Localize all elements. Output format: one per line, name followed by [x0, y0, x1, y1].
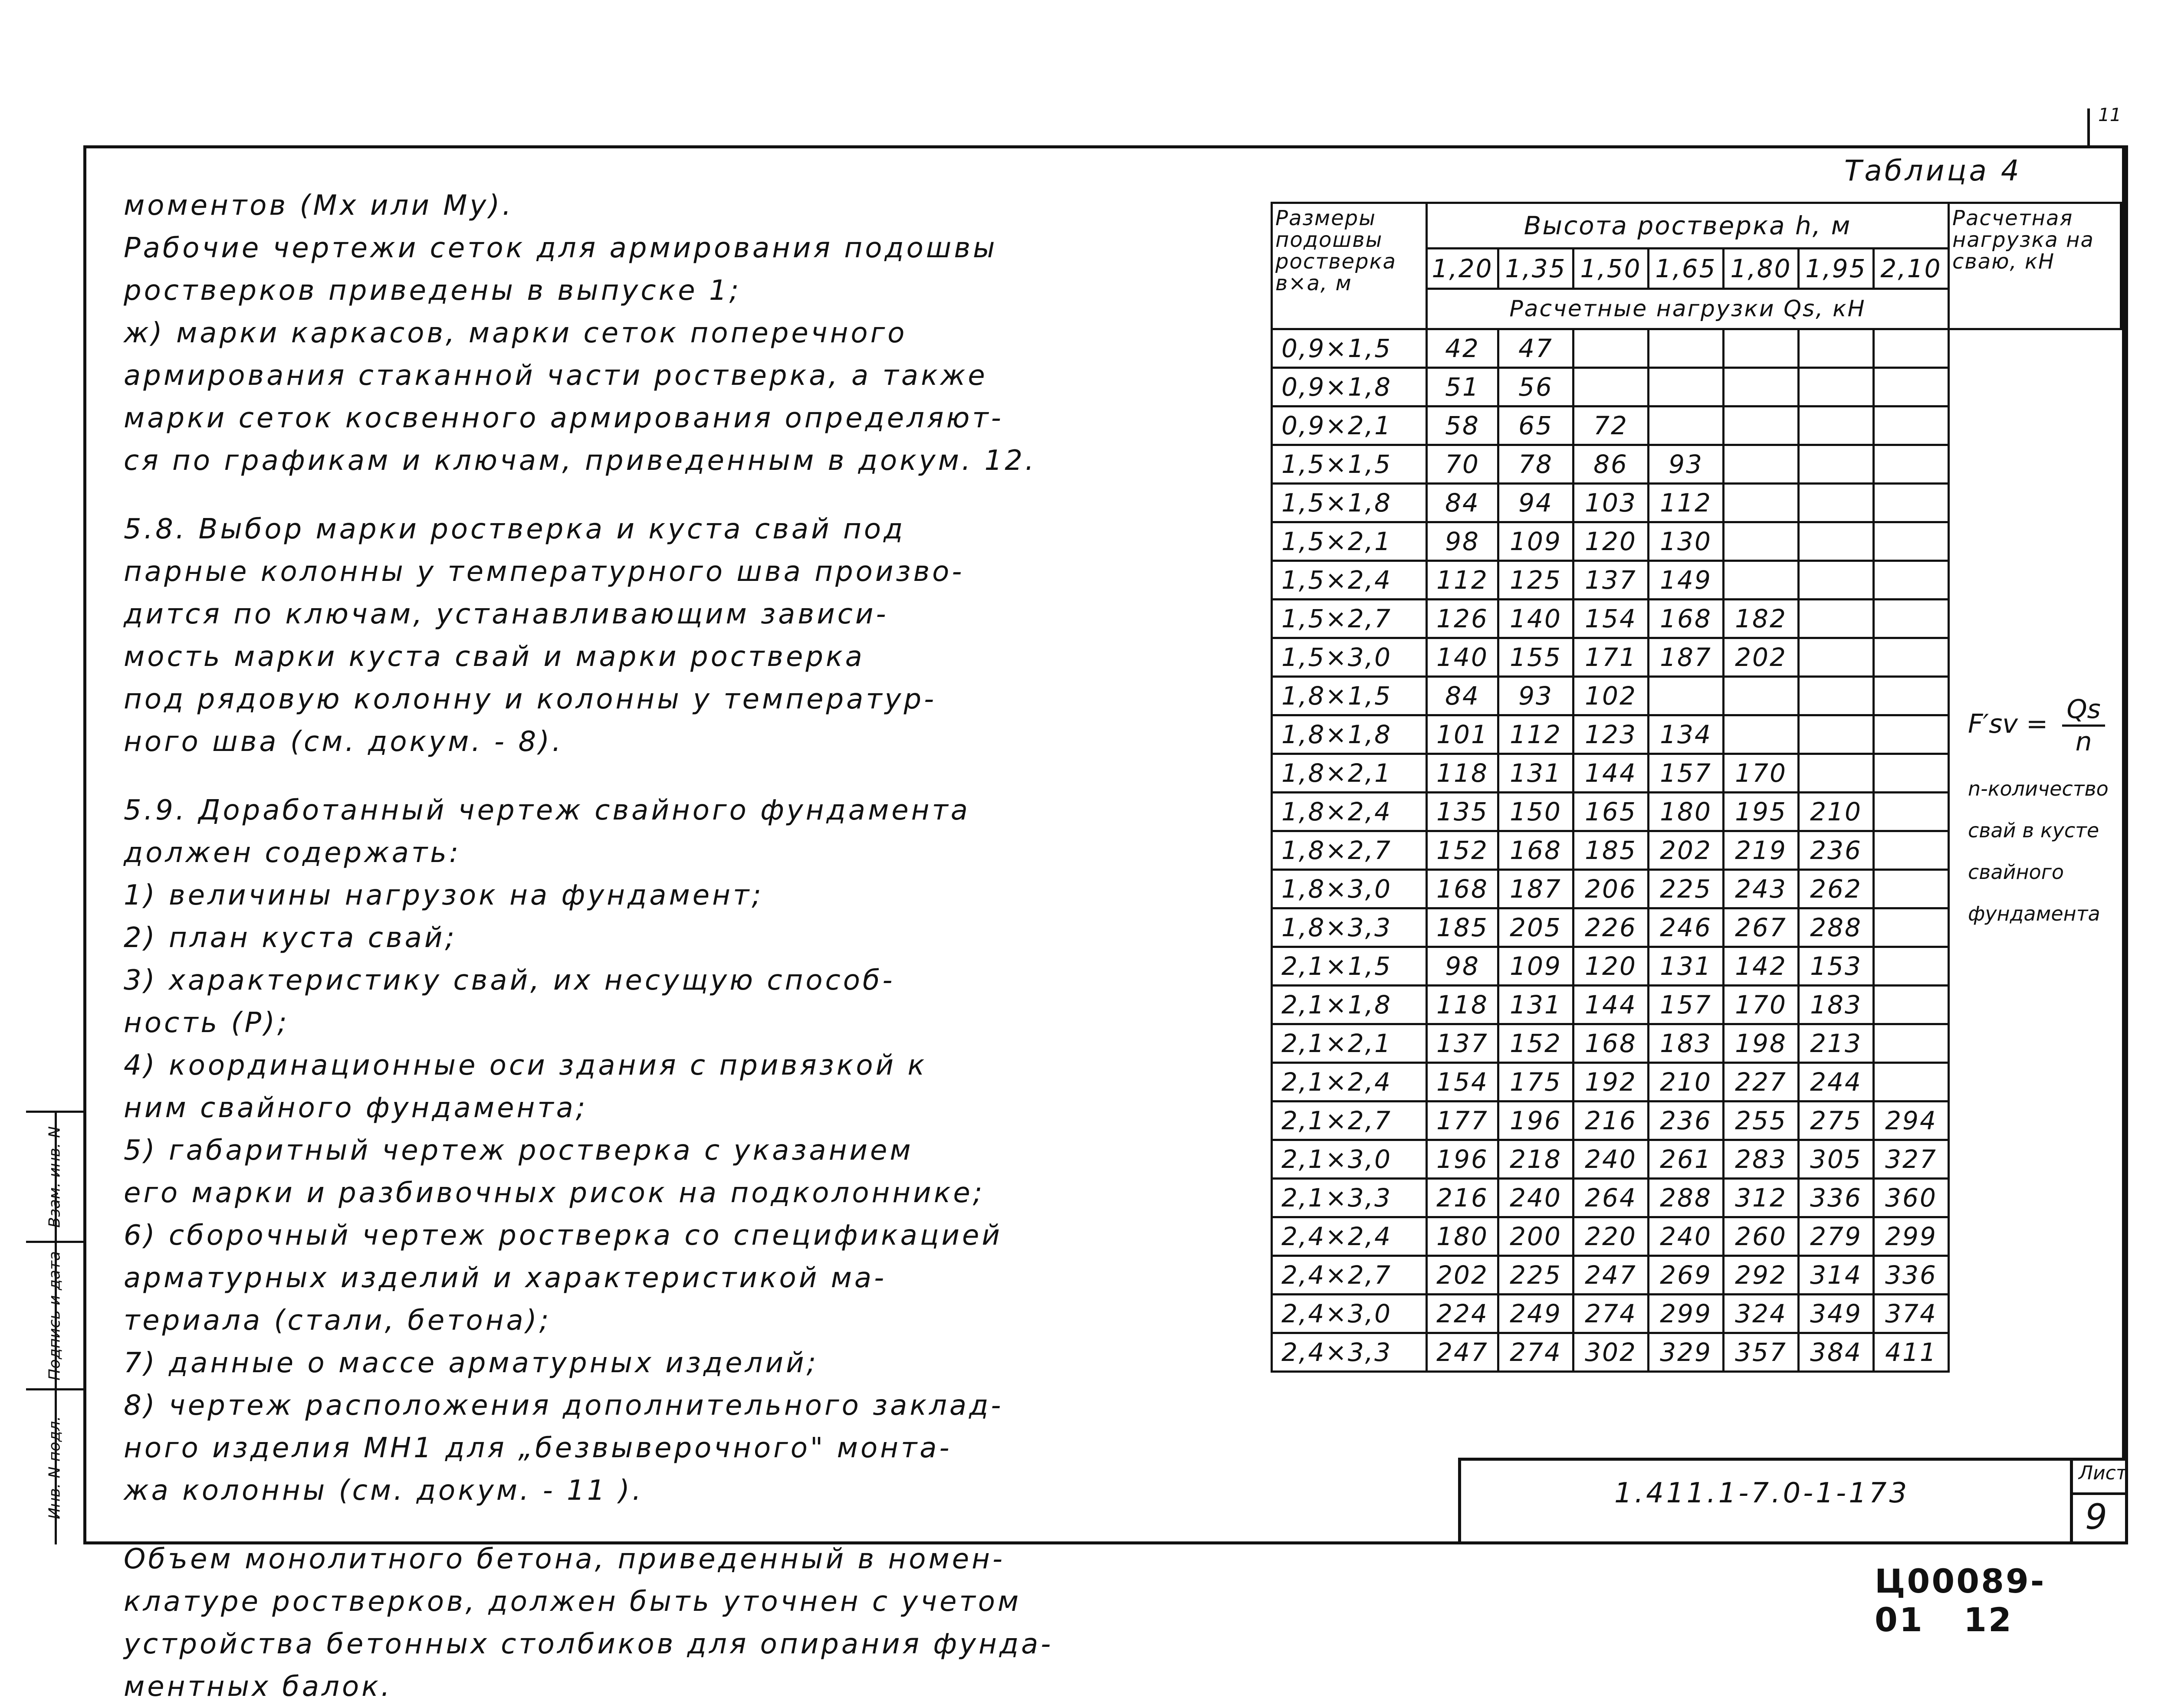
load-cell: 302 — [1573, 1333, 1649, 1372]
load-cell: 126 — [1427, 600, 1498, 638]
height-cell: 1,80 — [1724, 249, 1799, 289]
load-cell: 131 — [1498, 986, 1573, 1024]
load-cell — [1724, 484, 1799, 522]
load-cell: 182 — [1724, 600, 1799, 638]
load-cell: 196 — [1427, 1140, 1498, 1179]
load-cell: 218 — [1498, 1140, 1573, 1179]
text-line: ним свайного фундамента; — [124, 1092, 588, 1124]
formula-denominator: n — [2075, 727, 2092, 757]
margin-stamp — [26, 1111, 83, 1544]
sheet-number: 9 — [2085, 1497, 2107, 1537]
load-cell: 149 — [1649, 561, 1724, 600]
size-cell: 1,8×2,7 — [1272, 831, 1427, 870]
formula-note-line: n-количество — [1968, 777, 2109, 800]
load-cell — [1799, 754, 1874, 793]
load-cell: 86 — [1573, 445, 1649, 484]
text-line: жа колонны (см. докум. - 11 ). — [124, 1475, 644, 1507]
size-cell: 2,1×3,0 — [1272, 1140, 1427, 1179]
load-cell: 196 — [1498, 1102, 1573, 1140]
load-cell: 249 — [1498, 1295, 1573, 1333]
height-cell: 1,95 — [1799, 249, 1874, 289]
load-cell: 118 — [1427, 986, 1498, 1024]
load-cell — [1573, 368, 1649, 407]
size-cell: 1,8×1,8 — [1272, 715, 1427, 754]
load-cell — [1874, 908, 1949, 947]
load-cell: 200 — [1498, 1217, 1573, 1256]
height-group-header: Высота ростверка h, м — [1427, 203, 1949, 249]
sheet-label: Лист — [2079, 1462, 2127, 1484]
load-cell: 175 — [1498, 1063, 1573, 1102]
load-cell: 78 — [1498, 445, 1573, 484]
load-cell — [1724, 561, 1799, 600]
load-cell: 274 — [1498, 1333, 1573, 1372]
text-line: его марки и разбивочных рисок на подколоннике; — [124, 1177, 985, 1209]
load-cell: 144 — [1573, 986, 1649, 1024]
text-line: арматурных изделий и характеристикой ма- — [124, 1262, 887, 1294]
load-cell — [1874, 484, 1949, 522]
load-cell — [1874, 522, 1949, 561]
load-cell — [1874, 1063, 1949, 1102]
load-cell: 101 — [1427, 715, 1498, 754]
load-cell: 260 — [1724, 1217, 1799, 1256]
corner-tick — [2087, 108, 2090, 145]
load-cell — [1799, 484, 1874, 522]
load-cell: 72 — [1573, 407, 1649, 445]
load-cell: 120 — [1573, 522, 1649, 561]
load-cell — [1799, 329, 1874, 368]
text-line: под рядовую колонну и колонны у температур- — [124, 683, 937, 715]
height-cell: 1,50 — [1573, 249, 1649, 289]
load-cell: 137 — [1573, 561, 1649, 600]
load-cell — [1799, 407, 1874, 445]
load-cell: 171 — [1573, 638, 1649, 677]
formula-numerator: Qs — [2062, 694, 2105, 727]
load-cell — [1799, 677, 1874, 715]
load-cell: 336 — [1874, 1256, 1949, 1295]
load-cell: 240 — [1498, 1179, 1573, 1217]
load-cell: 246 — [1649, 908, 1724, 947]
load-cell — [1724, 407, 1799, 445]
load-cell: 267 — [1724, 908, 1799, 947]
size-cell: 1,8×2,1 — [1272, 754, 1427, 793]
text-line: ж) марки каркасов, марки сеток поперечного — [124, 317, 907, 349]
load-cell: 130 — [1649, 522, 1724, 561]
blank-line — [124, 763, 1230, 789]
load-cell: 236 — [1649, 1102, 1724, 1140]
load-cell: 240 — [1573, 1140, 1649, 1179]
load-cell — [1724, 445, 1799, 484]
text-line: мость марки куста свай и марки ростверка — [124, 641, 865, 673]
size-cell: 1,8×2,4 — [1272, 793, 1427, 831]
load-cell: 109 — [1498, 947, 1573, 986]
size-cell: 1,8×1,5 — [1272, 677, 1427, 715]
size-cell: 2,4×2,7 — [1272, 1256, 1427, 1295]
load-cell: 157 — [1649, 754, 1724, 793]
text-line: Объем монолитного бетона, приведенный в номен- — [124, 1543, 1005, 1575]
load-cell — [1799, 561, 1874, 600]
load-cell: 216 — [1427, 1179, 1498, 1217]
load-cell: 183 — [1799, 986, 1874, 1024]
size-cell: 1,8×3,0 — [1272, 870, 1427, 908]
load-cell: 261 — [1649, 1140, 1724, 1179]
load-cell — [1874, 715, 1949, 754]
load-cell: 205 — [1498, 908, 1573, 947]
load-cell — [1874, 407, 1949, 445]
load-cell — [1874, 600, 1949, 638]
load-cell: 294 — [1874, 1102, 1949, 1140]
load-cell: 47 — [1498, 329, 1573, 368]
load-cell: 180 — [1649, 793, 1724, 831]
load-cell: 168 — [1649, 600, 1724, 638]
body-text — [124, 184, 1230, 1708]
document-code: 1.411.1-7.0-1-173 — [1614, 1477, 1910, 1509]
load-cell: 411 — [1874, 1333, 1949, 1372]
height-cell: 1,65 — [1649, 249, 1724, 289]
formula-note-line: свай в кусте — [1968, 819, 2099, 842]
load-cell: 154 — [1427, 1063, 1498, 1102]
load-cell: 247 — [1573, 1256, 1649, 1295]
load-cell: 93 — [1498, 677, 1573, 715]
size-cell: 0,9×1,8 — [1272, 368, 1427, 407]
margin-cell-inv: Инв. N подл. — [26, 1388, 83, 1544]
load-cell: 327 — [1874, 1140, 1949, 1179]
load-cell — [1649, 407, 1724, 445]
text-line: устройства бетонных столбиков для опирания фунда- — [124, 1628, 1054, 1660]
load-cell: 154 — [1573, 600, 1649, 638]
load-cell: 210 — [1649, 1063, 1724, 1102]
load-cell: 279 — [1799, 1217, 1874, 1256]
load-cell: 202 — [1724, 638, 1799, 677]
load-cell: 227 — [1724, 1063, 1799, 1102]
load-cell — [1874, 638, 1949, 677]
load-cell: 131 — [1498, 754, 1573, 793]
load-cell — [1874, 1024, 1949, 1063]
text-line: парные колонны у температурного шва произво- — [124, 556, 965, 588]
height-cell: 2,10 — [1874, 249, 1949, 289]
load-cell: 374 — [1874, 1295, 1949, 1333]
text-line: клатуре ростверков, должен быть уточнен с учетом — [124, 1586, 1022, 1618]
text-line: Рабочие чертежи сеток для армирования подошвы — [124, 232, 998, 264]
load-cell: 153 — [1799, 947, 1874, 986]
load-cell: 118 — [1427, 754, 1498, 793]
load-cell: 219 — [1724, 831, 1799, 870]
text-line: моментов (Мх или Му). — [124, 190, 514, 222]
size-cell: 2,4×2,4 — [1272, 1217, 1427, 1256]
formula-note-line: свайного — [1968, 860, 2064, 884]
margin-cell-replaced: Взам. инв. N — [26, 1111, 83, 1241]
text-line: ность (Р); — [124, 1007, 289, 1039]
load-cell — [1724, 522, 1799, 561]
load-cell: 84 — [1427, 677, 1498, 715]
size-cell: 0,9×2,1 — [1272, 407, 1427, 445]
load-cell: 236 — [1799, 831, 1874, 870]
load-cell: 305 — [1799, 1140, 1874, 1179]
load-cell: 94 — [1498, 484, 1573, 522]
load-cell — [1724, 368, 1799, 407]
formula-notes — [1968, 768, 2109, 934]
load-cell — [1799, 600, 1874, 638]
load-cell: 243 — [1724, 870, 1799, 908]
load-cell: 84 — [1427, 484, 1498, 522]
size-cell: 1,5×2,1 — [1272, 522, 1427, 561]
load-cell: 170 — [1724, 986, 1799, 1024]
load-cell: 288 — [1649, 1179, 1724, 1217]
load-cell — [1799, 522, 1874, 561]
size-cell: 1,5×1,8 — [1272, 484, 1427, 522]
formula — [1968, 694, 2105, 757]
load-cell: 51 — [1427, 368, 1498, 407]
load-cell: 140 — [1427, 638, 1498, 677]
text-line: 2) план куста свай; — [124, 922, 457, 954]
load-cell: 165 — [1573, 793, 1649, 831]
text-line: 7) данные о массе арматурных изделий; — [124, 1347, 819, 1379]
load-cell: 98 — [1427, 522, 1498, 561]
load-cell: 112 — [1427, 561, 1498, 600]
table-title: Таблица 4 — [1844, 154, 2022, 187]
table-row — [1272, 329, 2121, 368]
load-cell: 185 — [1427, 908, 1498, 947]
load-cell: 216 — [1573, 1102, 1649, 1140]
load-cell: 168 — [1427, 870, 1498, 908]
size-cell: 2,1×2,7 — [1272, 1102, 1427, 1140]
load-cell: 225 — [1498, 1256, 1573, 1295]
load-cell: 137 — [1427, 1024, 1498, 1063]
height-cell: 1,35 — [1498, 249, 1573, 289]
load-cell — [1799, 445, 1874, 484]
size-cell: 2,1×1,5 — [1272, 947, 1427, 986]
load-cell: 288 — [1799, 908, 1874, 947]
load-cell — [1874, 831, 1949, 870]
text-line: 5) габаритный чертеж ростверка с указанием — [124, 1134, 913, 1167]
load-cell: 56 — [1498, 368, 1573, 407]
load-cell — [1874, 947, 1949, 986]
load-cell — [1874, 986, 1949, 1024]
size-cell: 2,4×3,0 — [1272, 1295, 1427, 1333]
load-cell: 150 — [1498, 793, 1573, 831]
text-line: должен содержать: — [124, 837, 461, 869]
right-rule — [2122, 145, 2125, 1460]
load-cell: 131 — [1649, 947, 1724, 986]
load-cell: 247 — [1427, 1333, 1498, 1372]
load-cell: 155 — [1498, 638, 1573, 677]
load-cell: 274 — [1573, 1295, 1649, 1333]
load-cell: 112 — [1649, 484, 1724, 522]
load-cell: 98 — [1427, 947, 1498, 986]
archive-stamp — [1875, 1562, 2168, 1639]
size-cell: 0,9×1,5 — [1272, 329, 1427, 368]
load-cell: 240 — [1649, 1217, 1724, 1256]
text-line: 5.8. Выбор марки ростверка и куста свай под — [124, 513, 906, 545]
load-cell — [1724, 677, 1799, 715]
load-cell: 168 — [1573, 1024, 1649, 1063]
load-cell: 183 — [1649, 1024, 1724, 1063]
load-cell: 198 — [1724, 1024, 1799, 1063]
archive-code: Ц00089-01 — [1875, 1562, 2046, 1639]
load-cell — [1573, 329, 1649, 368]
load-cell: 329 — [1649, 1333, 1724, 1372]
load-cell: 202 — [1427, 1256, 1498, 1295]
load-cell: 224 — [1427, 1295, 1498, 1333]
load-cell: 93 — [1649, 445, 1724, 484]
load-cell: 152 — [1427, 831, 1498, 870]
load-cell — [1799, 715, 1874, 754]
load-cell — [1799, 638, 1874, 677]
load-cell — [1649, 677, 1724, 715]
text-line: марки сеток косвенного армирования определяют- — [124, 402, 1004, 434]
formula-note-line: фундамента — [1968, 902, 2100, 925]
text-line: 6) сборочный чертеж ростверка со спецификацией — [124, 1220, 1002, 1252]
text-line: териала (стали, бетона); — [124, 1305, 552, 1337]
load-cell: 213 — [1799, 1024, 1874, 1063]
load-cell: 292 — [1724, 1256, 1799, 1295]
text-line: 8) чертеж расположения дополнительного заклад- — [124, 1390, 1004, 1422]
load-cell: 206 — [1573, 870, 1649, 908]
load-cell: 42 — [1427, 329, 1498, 368]
load-cell — [1874, 754, 1949, 793]
load-cell: 283 — [1724, 1140, 1799, 1179]
sheet-divider — [2070, 1492, 2128, 1495]
load-cell: 140 — [1498, 600, 1573, 638]
load-cell: 226 — [1573, 908, 1649, 947]
text-line: 3) характеристику свай, их несущую способ- — [124, 964, 895, 997]
size-cell: 2,1×1,8 — [1272, 986, 1427, 1024]
text-line: армирования стаканной части ростверка, а также — [124, 360, 988, 392]
formula-fraction — [2062, 694, 2105, 757]
load-cell: 157 — [1649, 986, 1724, 1024]
col-size-header: Размеры подошвы ростверка в×а, м — [1272, 203, 1427, 329]
height-cell: 1,20 — [1427, 249, 1498, 289]
load-cell: 112 — [1498, 715, 1573, 754]
load-cell — [1649, 368, 1724, 407]
load-cell: 275 — [1799, 1102, 1874, 1140]
load-cell: 210 — [1799, 793, 1874, 831]
text-line: ся по графикам и ключам, приведенным в докум. 12. — [124, 445, 1037, 477]
load-cell: 185 — [1573, 831, 1649, 870]
load-cell: 125 — [1498, 561, 1573, 600]
archive-page: 12 — [1964, 1600, 2013, 1639]
load-cell: 187 — [1649, 638, 1724, 677]
size-cell: 2,1×2,1 — [1272, 1024, 1427, 1063]
margin-cell-signature: Подпись и дата — [26, 1241, 83, 1388]
load-cell — [1874, 368, 1949, 407]
load-cell: 177 — [1427, 1102, 1498, 1140]
size-cell: 2,4×3,3 — [1272, 1333, 1427, 1372]
load-cell — [1874, 870, 1949, 908]
load-cell: 336 — [1799, 1179, 1874, 1217]
corner-number: 11 — [2098, 104, 2122, 125]
load-cell: 360 — [1874, 1179, 1949, 1217]
text-line: ментных балок. — [124, 1671, 393, 1703]
size-cell: 1,5×2,4 — [1272, 561, 1427, 600]
load-cell: 244 — [1799, 1063, 1874, 1102]
load-cell — [1799, 368, 1874, 407]
text-line: ростверков приведены в выпуске 1; — [124, 275, 742, 307]
load-cell: 120 — [1573, 947, 1649, 986]
text-line: 4) координационные оси здания с привязкой к — [124, 1049, 927, 1082]
load-cell: 65 — [1498, 407, 1573, 445]
load-cell: 262 — [1799, 870, 1874, 908]
load-cell: 103 — [1573, 484, 1649, 522]
load-cell — [1874, 445, 1949, 484]
load-cell: 102 — [1573, 677, 1649, 715]
size-cell: 1,5×3,0 — [1272, 638, 1427, 677]
load-cell — [1874, 677, 1949, 715]
text-line: 1) величины нагрузок на фундамент; — [124, 879, 764, 911]
load-cell — [1724, 329, 1799, 368]
load-cell: 299 — [1649, 1295, 1724, 1333]
load-cell: 195 — [1724, 793, 1799, 831]
text-line: ного изделия МН1 для „безвыверочного" монта- — [124, 1432, 952, 1464]
load-cell: 134 — [1649, 715, 1724, 754]
load-cell: 357 — [1724, 1333, 1799, 1372]
load-cell: 187 — [1498, 870, 1573, 908]
size-cell: 2,1×2,4 — [1272, 1063, 1427, 1102]
load-cell: 220 — [1573, 1217, 1649, 1256]
load-cell: 180 — [1427, 1217, 1498, 1256]
size-cell: 2,1×3,3 — [1272, 1179, 1427, 1217]
load-cell — [1874, 793, 1949, 831]
load-cell: 255 — [1724, 1102, 1799, 1140]
load-cell: 225 — [1649, 870, 1724, 908]
load-cell — [1874, 329, 1949, 368]
formula-lhs: F′sv = — [1968, 709, 2048, 740]
load-cell — [1724, 715, 1799, 754]
blank-line — [124, 482, 1230, 508]
text-line: дится по ключам, устанавливающим зависи- — [124, 598, 889, 630]
load-cell: 142 — [1724, 947, 1799, 986]
load-cell: 349 — [1799, 1295, 1874, 1333]
text-line: ного шва (см. докум. - 8). — [124, 726, 564, 758]
load-cell: 170 — [1724, 754, 1799, 793]
pile-load-header: Расчетная нагрузка на сваю, кН — [1949, 203, 2121, 329]
load-cell — [1874, 561, 1949, 600]
load-cell: 314 — [1799, 1256, 1874, 1295]
load-cell: 70 — [1427, 445, 1498, 484]
text-line: 5.9. Доработанный чертеж свайного фундамента — [124, 794, 970, 826]
load-cell: 144 — [1573, 754, 1649, 793]
load-cell: 135 — [1427, 793, 1498, 831]
load-cell: 109 — [1498, 522, 1573, 561]
load-cell: 264 — [1573, 1179, 1649, 1217]
load-cell: 202 — [1649, 831, 1724, 870]
load-cell: 168 — [1498, 831, 1573, 870]
size-cell: 1,8×3,3 — [1272, 908, 1427, 947]
load-cell: 152 — [1498, 1024, 1573, 1063]
size-cell: 1,5×2,7 — [1272, 600, 1427, 638]
load-cell: 58 — [1427, 407, 1498, 445]
load-cell: 269 — [1649, 1256, 1724, 1295]
size-cell: 1,5×1,5 — [1272, 445, 1427, 484]
load-cell: 384 — [1799, 1333, 1874, 1372]
loads-header: Расчетные нагрузки Qs, кН — [1427, 289, 1949, 329]
blank-line — [124, 1512, 1230, 1538]
load-cell — [1649, 329, 1724, 368]
load-cell: 299 — [1874, 1217, 1949, 1256]
load-cell: 312 — [1724, 1179, 1799, 1217]
load-cell: 192 — [1573, 1063, 1649, 1102]
load-cell: 123 — [1573, 715, 1649, 754]
load-cell: 324 — [1724, 1295, 1799, 1333]
